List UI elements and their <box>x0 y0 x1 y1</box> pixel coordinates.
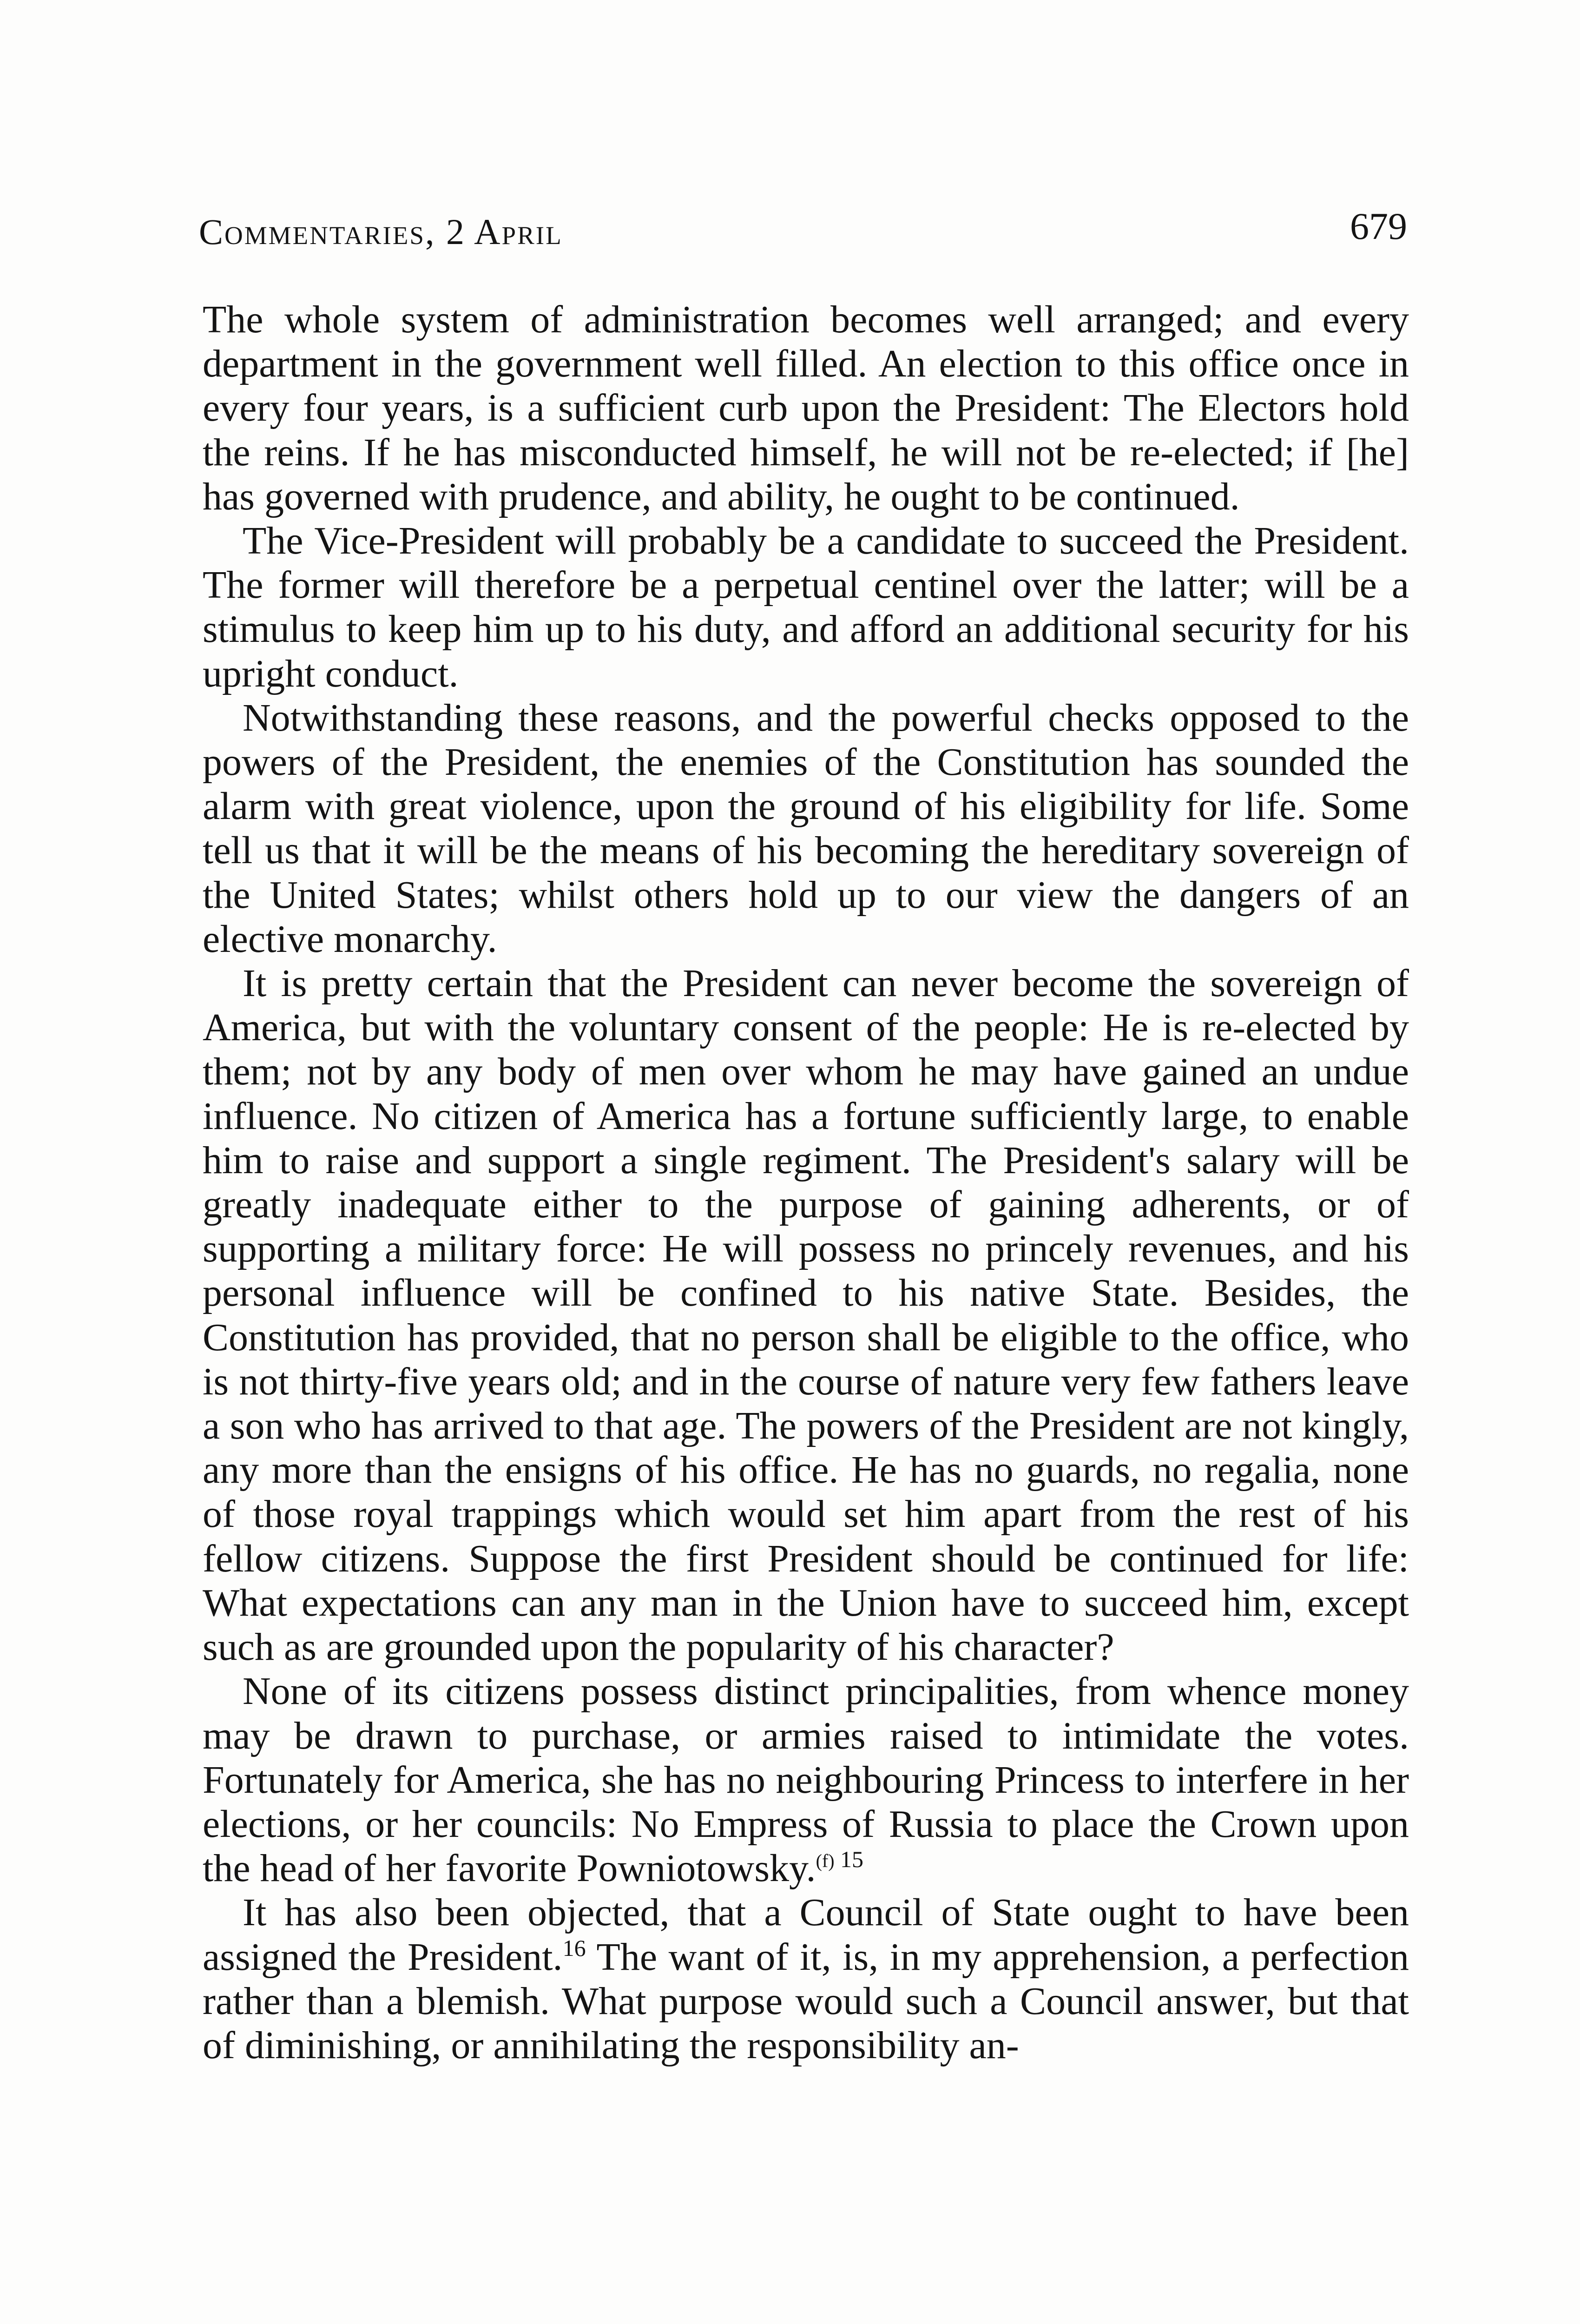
paragraph-1 <box>203 297 1409 519</box>
body-text <box>203 297 1409 2067</box>
paragraph-2 <box>203 519 1409 696</box>
paragraph-6-text-before-note: It has also been objected, that a Council of State ought to have been assigned the President. <box>203 1891 1409 1979</box>
paragraph-2-text: The Vice-President will probably be a candidate to succeed the President. The former will therefore be a perpetual centinel over the latter; will be a stimulus to keep him up to his duty, and afford an additional security for his upright conduct. <box>203 519 1409 695</box>
running-head <box>199 205 1407 256</box>
footnote-reference: 16 <box>562 1934 586 1961</box>
paragraph-4 <box>203 961 1409 1669</box>
paragraph-5-text: None of its citizens possess distinct principalities, from whence money may be drawn to purchase, or armies raised to intimidate the votes. Fortunately for America, she has no neighbouring Princess to interfere in her elections, or her councils: No Empress of Russia to place the Crown upon the head of her favorite Powniotowsky. <box>203 1670 1409 1890</box>
editorial-note-mark: (f) <box>816 1850 835 1872</box>
paragraph-6 <box>203 1890 1409 2067</box>
paragraph-6-text-after-note: The want of it, is, in my apprehension, a perfection rather than a blemish. What purpose would such a Council answer, but that of diminishing, or annihilating the responsibility an- <box>203 1935 1409 2067</box>
paragraph-1-text: The whole system of administration becomes well arranged; and every department in the government well filled. An election to this office once in every four years, is a sufficient curb upon the President: The Electors hold the reins. If he has misconducted himself, he will not be re-elected; if [he] has governed with prudence, and ability, he ought to be continued. <box>203 298 1409 518</box>
paragraph-3-text: Notwithstanding these reasons, and the powerful checks opposed to the powers of the President, the enemies of the Constitution has sounded the alarm with great violence, upon the ground of his eligibility for life. Some tell us that it will be the means of his becoming the hereditary sovereign of the United States; whilst others hold up to our view the dangers of an elective monarchy. <box>203 696 1409 961</box>
footnote-number: 15 <box>840 1846 864 1873</box>
paragraph-5 <box>203 1669 1409 1890</box>
running-head-title: Commentaries, 2 April <box>199 211 563 252</box>
page-number: 679 <box>1350 205 1407 247</box>
paragraph-3 <box>203 696 1409 961</box>
footnote-reference <box>816 1846 863 1872</box>
paragraph-4-text: It is pretty certain that the President can never become the sovereign of America, but with the voluntary consent of the people: He is re-elected by them; not by any body of men over whom he may have gained an undue influence. No citizen of America has a fortune sufficiently large, to enable him to raise and support a single regiment. The President's salary will be greatly inadequate either to the purpose of gaining adherents, or of supporting a military force: He will possess no princely revenues, and his personal influence will be confined to his native State. Besides, the Constitution has provided, that no person shall be eligible to the office, who is not thirty-five years old; and in the course of nature very few fathers leave a son who has arrived to that age. The powers of the President are not kingly, any more than the ensigns of his office. He has no guards, no regalia, none of those royal trappings which would set him apart from the rest of his fellow citizens. Suppose the first President should be continued for life: What expectations can any man in the Union have to succeed him, except such as are grounded upon the popularity of his character? <box>203 962 1409 1669</box>
